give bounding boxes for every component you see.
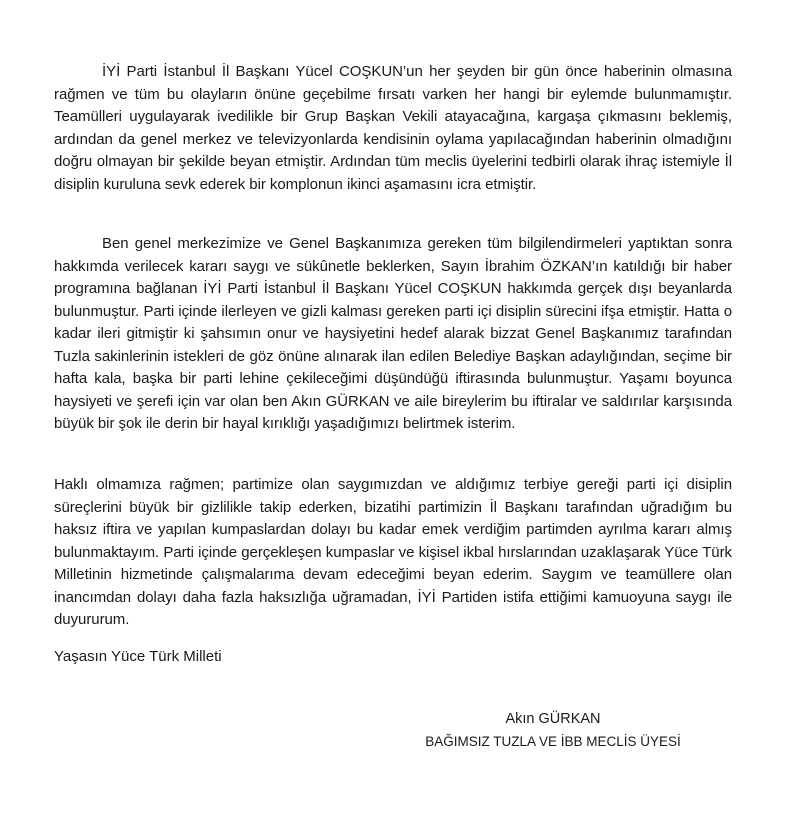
- paragraph-1: İYİ Parti İstanbul İl Başkanı Yücel COŞKUN’un her şeyden bir gün önce haberinin olmasına rağmen ve tüm bu olayların önüne geçebilme fırsatı varken her hangi bir eylemde bulunmamıştır. Teamülleri uygulayarak ivedilikle bir Grup Başkan Vekili atayacağına, kargaşa çıkmasını beklemiş, ardından da genel merkez ve televizyonlarda kendisinin oylama yapılacağından haberinin olmadığını doğru olmayan bir şekilde beyan etmiştir. Ardından tüm meclis üyelerini tedbirli olarak ihraç istemiyle İl disiplin kuruluna sevk ederek bir komplonun ikinci aşamasını icra etmiştir.: [54, 63, 732, 193]
- paragraph-3: Haklı olmamıza rağmen; partimize olan saygımızdan ve aldığımız terbiye gereği parti içi disiplin süreçlerini büyük bir gizlilikle takip ederken, bizatihi partimizin İl Başkanı tarafından uğradığım bu haksız iftira ve yapılan kumpaslardan dolayı bu kadar emek verdiğim partimden ayrılma kararı almış bulunmaktayım. Parti içinde gerçekleşen kumpaslar ve kişisel ikbal hırslarından uzaklaşarak Yüce Türk Milletinin hizmetinde çalışmalarıma devam edeceğimi beyan ederim. Saygım ve teamüllere olan inancımdan dolayı daha fazla haksızlığa uğramadan, İYİ Partiden istifa ettiğimi kamuoyuna saygı ile duyururum.: [54, 476, 732, 628]
- signature-block: [388, 708, 718, 753]
- signature-name: Akın GÜRKAN: [505, 711, 601, 727]
- paragraph-2: Ben genel merkezimize ve Genel Başkanımıza gereken tüm bilgilendirmeleri yaptıktan sonra hakkımda verilecek kararı saygı ve sükûnetle beklerken, Sayın İbrahim ÖZKAN’ın katıldığı bir haber programına bağlanan İYİ Parti İstanbul İl Başkanı Yücel COŞKUN hakkımda gerçek dışı beyanlarda bulunmuştur. Parti içinde ilerleyen ve gizli kalması gereken parti içi disiplin sürecini ifşa etmiştir. Hatta o kadar ileri gitmiştir ki şahsımın onur ve haysiyetini hedef alarak bizzat Genel Başkanımız tarafından Tuzla sakinlerinin istekleri de göz önüne alınarak ilan edilen Belediye Başkan adaylığından, seçime bir hafta kala, başka bir parti lehine çekileceğimi düşündüğü iftirasında bulunmuştur. Yaşamı boyunca haysiyeti ve şerefi için var olan ben Akın GÜRKAN ve aile bireylerim bu iftiralar ve saldırılar karşısında büyük bir şok ile derin bir hayal kırıklığı yaşadığımızı belirtmek isterim.: [54, 235, 732, 432]
- closing-line: Yaşasın Yüce Türk Milleti: [54, 648, 222, 665]
- signature-title: BAĞIMSIZ TUZLA VE İBB MECLİS ÜYESİ: [425, 733, 681, 749]
